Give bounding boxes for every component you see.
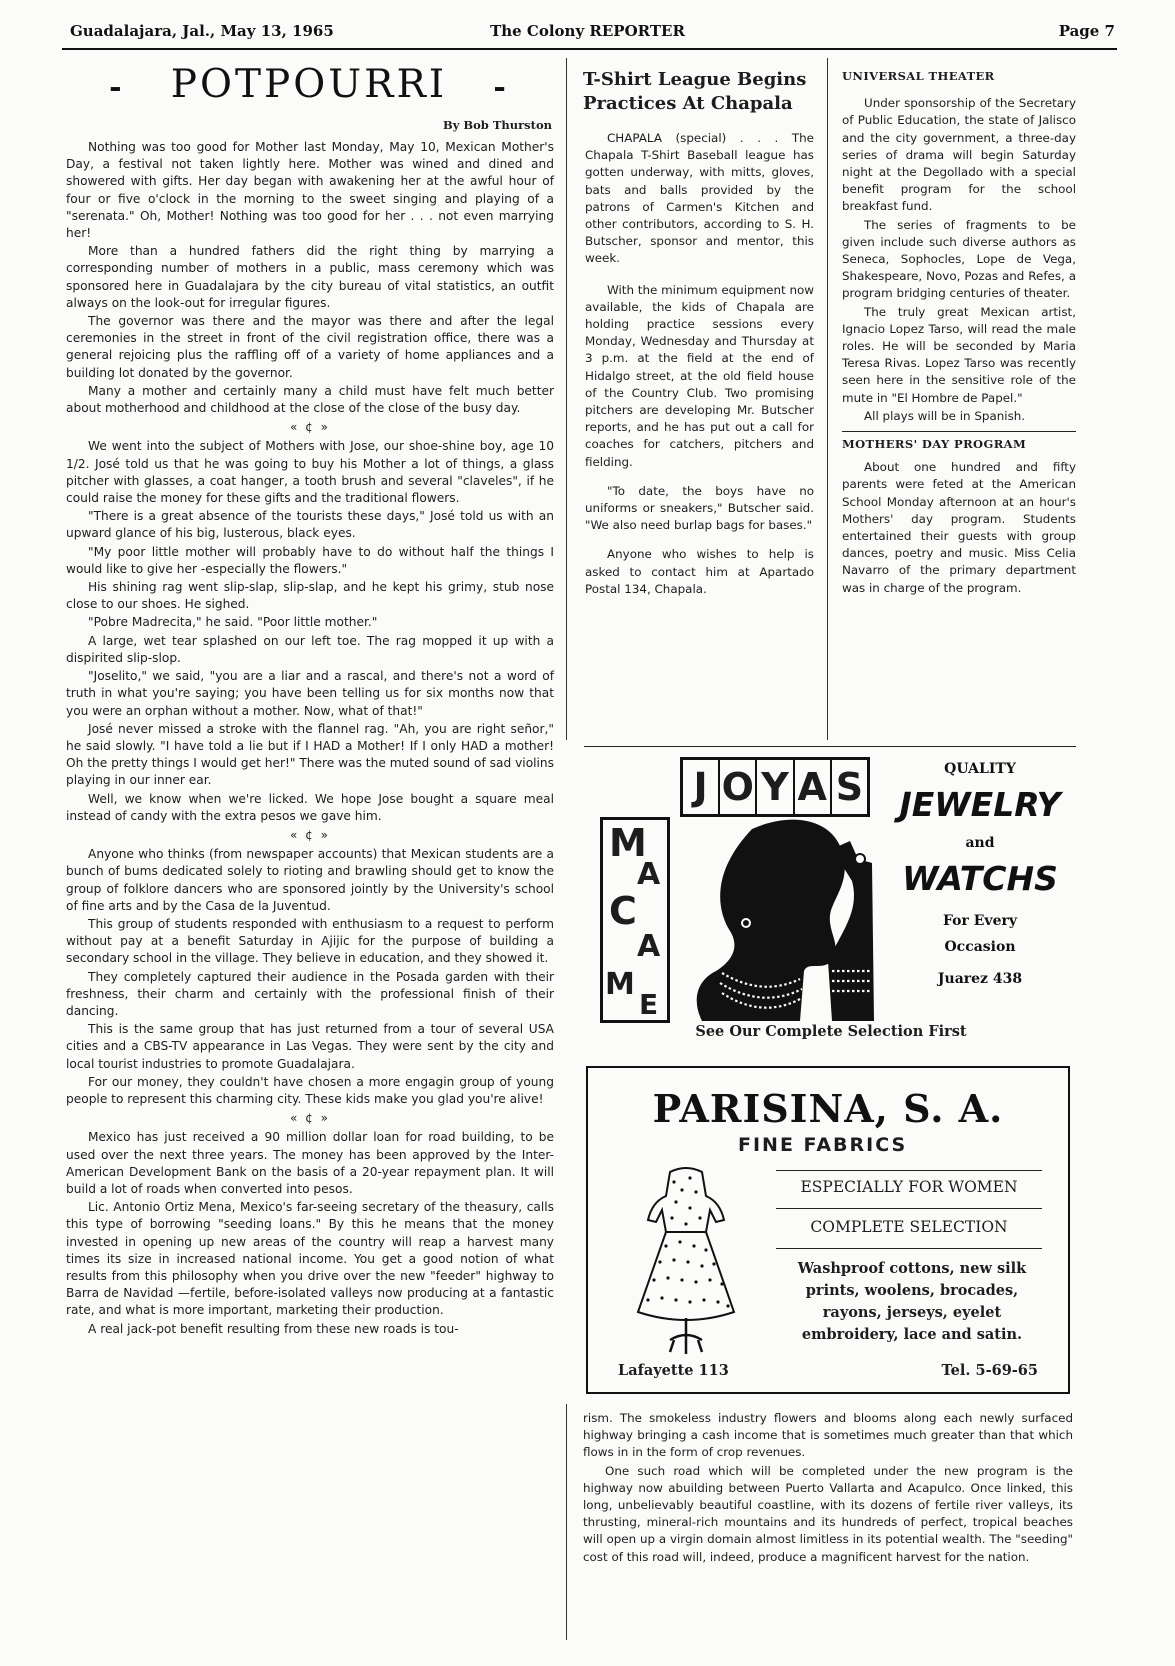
mothers-day-heading: MOTHERS' DAY PROGRAM	[842, 437, 1027, 452]
and-label: and	[965, 835, 995, 851]
woman-portrait-illustration	[682, 811, 880, 1021]
article-paragraph: For our money, they couldn't have chosen a more engagin group of young people to represent this charming city. These kids make you glad you're alive!	[66, 1074, 554, 1106]
macame-wordmark	[600, 817, 670, 1023]
article-paragraph: The series of fragments to be given include such diverse authors as Seneca, Sophocles, Lope de Vega, Shakespeare, Novo, Pozas and Refes, a program bridging centuries of theater.	[842, 217, 1076, 301]
article-paragraph: Anyone who wishes to help is asked to contact him at Apartado Postal 134, Chapala.	[585, 547, 814, 596]
especially-for-women-label: ESPECIALLY FOR WOMEN	[800, 1178, 1018, 1196]
article-paragraph: Mexico has just received a 90 million dollar loan for road building, to be used over the next three years. The money has been approved by the Inter-American Development Bank on the basis of a 20-year repayment plan. It will build a lot of roads when converted into pesos.	[66, 1130, 554, 1196]
article-paragraph: About one hundred and fifty parents were feted at the American School Monday afternoon at an hour's Mothers' day program. Students entertained their guests with group dances, poetry and music. Miss Celia Navarro of the primary department was in charge of the program.	[842, 460, 1076, 595]
parisina-title: PARISINA, S. A.	[652, 1086, 1004, 1131]
article-paragraph: A real jack-pot benefit resulting from these new roads is tou-	[88, 1321, 459, 1336]
article-paragraph: Many a mother and certainly many a child must have felt much better about motherhood and childhood at the close of the close of the busy day.	[66, 383, 554, 416]
parisina-address: Lafayette 113	[618, 1362, 729, 1379]
joyas-wordmark	[680, 757, 870, 817]
section-rule	[842, 431, 1076, 432]
section-separator: « ¢ »	[290, 1111, 330, 1126]
watchs-label: WATCHS	[902, 859, 1058, 898]
header-rule	[62, 48, 1117, 50]
header-page-number: Page 7	[1058, 22, 1115, 40]
dress-form-illustration	[630, 1162, 742, 1358]
article-paragraph: José never missed a stroke with the flannel rag. "Ah, you are right señor," he said slowly. "I have told a lie but if I HAD a Mother! If I only HAD a mother! Oh the pretty things I would get her!" There was the muted sound of sad violins playing in our inner ear.	[66, 721, 554, 788]
potpourri-title: - POTPOURRI -	[109, 62, 509, 107]
wordmark-letter: A	[637, 929, 661, 964]
potpourri-byline: By Bob Thurston	[443, 118, 552, 132]
joyas-footer: See Our Complete Selection First	[695, 1023, 967, 1040]
article-paragraph: This is the same group that has just returned from a tour of several USA cities and a CBS-TV appearance in Las Vegas. They were sent by the city and local tourist industries to promote Guadalajara.	[66, 1022, 554, 1071]
article-paragraph: With the minimum equipment now available, the kids of Chapala are holding practice sessions every Monday, Wednesday and Thursday at 3 p.m. at the field at the end of Hidalgo street, at the old field house of the Country Club. Two promising pitchers are developing Mr. Butscher reports, and he has put out a call for coaches for catchers, pitchers and fielding.	[585, 282, 814, 469]
article-paragraph: "Pobre Madrecita," he said. "Poor little mother."	[88, 615, 378, 630]
tshirt-column	[585, 130, 814, 599]
wordmark-letter: A	[793, 760, 830, 814]
joyas-address: Juarez 438	[937, 971, 1023, 987]
theater-column	[842, 68, 1076, 598]
wordmark-letter: O	[718, 760, 755, 814]
wordmark-letter: S	[830, 760, 867, 814]
article-paragraph: "There is a great absence of the tourists these days," José told us with an upward glance of his big, lusterous, black eyes.	[66, 509, 554, 541]
potpourri-column	[66, 139, 554, 1339]
for-every-label: For Every	[943, 913, 1017, 929]
wordmark-letter: M	[609, 821, 647, 865]
jewelry-label: JEWELRY	[899, 785, 1061, 824]
article-paragraph: His shining rag went slip-slap, slip-slap, and he kept his grimy, stub nose close to our shoes. He sighed.	[66, 580, 554, 612]
article-paragraph: Well, we know when we're licked. We hope Jose bought a square meal instead of candy with the extra pesos we gave him.	[66, 791, 554, 823]
column-rule-1	[566, 58, 567, 740]
article-paragraph: We went into the subject of Mothers with Jose, our shoe-shine boy, age 10 1/2. José told us that he was going to buy his Mother a lot of things, a glass pitcher with glasses, a coat hanger, a tooth brush and several "claveles", if he could raise the money for these gifts and the traditional flowers.	[66, 439, 554, 506]
ad-rule	[776, 1170, 1042, 1171]
theater-heading: UNIVERSAL THEATER	[842, 69, 995, 83]
article-paragraph: Lic. Antonio Ortiz Mena, Mexico's far-seeing secretary of the theasury, calls this type of borrowing "seeding loans." By this he means that the money invested in opening up new areas of the country will reap a harvest many times its size in increased national income. You get a good notion of what results from this philosophy when you drive over the new "feeder" highway to Barra de Navidad —fertile, before-isolated valleys now producing at a fantastic rate, and what is more important, marketing their production.	[66, 1200, 554, 1318]
ad-rule	[776, 1208, 1042, 1209]
article-paragraph: CHAPALA (special) . . . The Chapala T-Shirt Baseball league has gotten underway, with mitts, gloves, bats and balls provided by the patrons of Carmen's Kitchen and other contributors, according to S. H. Butscher, sponsor and mentor, this week.	[585, 131, 814, 266]
article-paragraph: "My poor little mother will probably have to do without half the things I would like to give her -especially the flowers."	[66, 544, 554, 576]
article-paragraph: More than a hundred fathers did the right thing by marrying a corresponding number of mothers in a public, mass ceremony which was sponsored here in Guadalajara by the city bureau of vital statistics, an outfit always on the look-out for irregular figures.	[66, 244, 554, 310]
fine-fabrics-label: FINE FABRICS	[738, 1134, 908, 1156]
column-rule-2	[827, 58, 828, 740]
wordmark-letter: Y	[755, 760, 792, 814]
section-separator: « ¢ »	[290, 827, 330, 842]
article-paragraph: The truly great Mexican artist, Ignacio Lopez Tarso, will read the male roles. He will be seconded by Maria Teresa Rivas. Lopez Tarso was recently seen here in the sensitive role of the mute in "El Hombre de Papel."	[842, 304, 1076, 405]
occasion-label: Occasion	[944, 939, 1016, 955]
joyas-advertisement	[590, 751, 1072, 1053]
fabrics-list: Washproof cottons, new silk prints, woolens, brocades, rayons, jerseys, eyelet embroidery, lace and satin.	[797, 1260, 1027, 1343]
article-paragraph: This group of students responded with enthusiasm to a request to perform without pay at a benefit Saturday in Ajijic for the purpose of building a secondary school in the village. They believe in education, and they showed it.	[66, 916, 554, 966]
header-paper-name: The Colony REPORTER	[490, 22, 685, 40]
wordmark-letter: M	[605, 967, 635, 1002]
tshirt-headline: T-Shirt League Begins Practices At Chapala	[583, 69, 807, 114]
ad-top-rule	[584, 746, 1076, 747]
wordmark-letter: C	[609, 889, 637, 933]
article-paragraph: Nothing was too good for Mother last Monday, May 10, Mexican Mother's Day, a festival not taken lightly here. Mother was wined and dined and showered with gifts. Her day began with awakening her at the awful hour of four or five o'clock in the morning to the sweet singing and playing of a "serenata." Oh, Mother! Nothing was too good for her . . . not even marrying her!	[66, 140, 554, 241]
article-paragraph: Under sponsorship of the Secretary of Public Education, the state of Jalisco and the city government, a three-day series of drama will begin Saturday night at the Degollado with a special benefit program for the school breakfast fund.	[842, 96, 1076, 214]
column-rule-3	[566, 1404, 567, 1640]
wordmark-letter: A	[637, 857, 661, 892]
article-paragraph: A large, wet tear splashed on our left toe. The rag mopped it up with a dispirited slip-slop.	[66, 633, 554, 665]
article-paragraph: "To date, the boys have no uniforms or sneakers," Butscher said. "We also need burlap bags for bases."	[585, 483, 814, 533]
article-paragraph: "Joselito," we said, "you are a liar and a rascal, and there's not a word of truth in what you're saying; you have been telling us for six months now that you were an orphan without a mother. Now, what of that!"	[66, 669, 554, 718]
parisina-phone: Tel. 5-69-65	[941, 1362, 1038, 1379]
wordmark-letter: E	[639, 988, 659, 1021]
section-separator: « ¢ »	[290, 420, 330, 435]
complete-selection-label: COMPLETE SELECTION	[810, 1218, 1008, 1236]
potpourri-continuation	[583, 1410, 1073, 1567]
article-paragraph: rism. The smokeless industry flowers and blooms along each newly surfaced highway bringing a cash income that is sometimes much greater than that which flows in in the form of crop revenues.	[583, 1411, 1073, 1460]
quality-label: QUALITY	[944, 761, 1016, 777]
article-paragraph: The governor was there and the mayor was there and after the legal ceremonies in the street in front of the civil registration office, there was a general rejoicing plus the raffling off of a variety of home appliances and a building lot donated by the governor.	[66, 314, 554, 380]
ad-rule	[776, 1248, 1042, 1249]
article-paragraph: One such road which will be completed under the new program is the highway now abuilding between Puerto Vallarta and Acapulco. Once linked, this long, unbelievably beautiful coastline, with its dozens of fertile river valleys, its thrusting, mineral-rich mountains and its hundreds of perfect, tropical beaches will open up a virgin domain almost limitless in its potential wealth. The "seeding" cost of this road will, indeed, produce a magnificent harvest for the nation.	[583, 1463, 1073, 1564]
article-paragraph: They completely captured their audience in the Posada garden with their freshness, their charm and certainly with the professional finish of their dancing.	[66, 969, 554, 1018]
header-dateline: Guadalajara, Jal., May 13, 1965	[70, 22, 334, 40]
wordmark-letter: J	[693, 765, 708, 809]
article-paragraph: All plays will be in Spanish.	[864, 408, 1026, 423]
parisina-advertisement	[586, 1066, 1070, 1394]
article-paragraph: Anyone who thinks (from newspaper accounts) that Mexican students are a bunch of bums dedicated solely to rioting and brawling should get to know the group of folklore dancers who are sponsored jointly by the University's school of fine arts and by the Casa de la Juventud.	[66, 847, 554, 913]
